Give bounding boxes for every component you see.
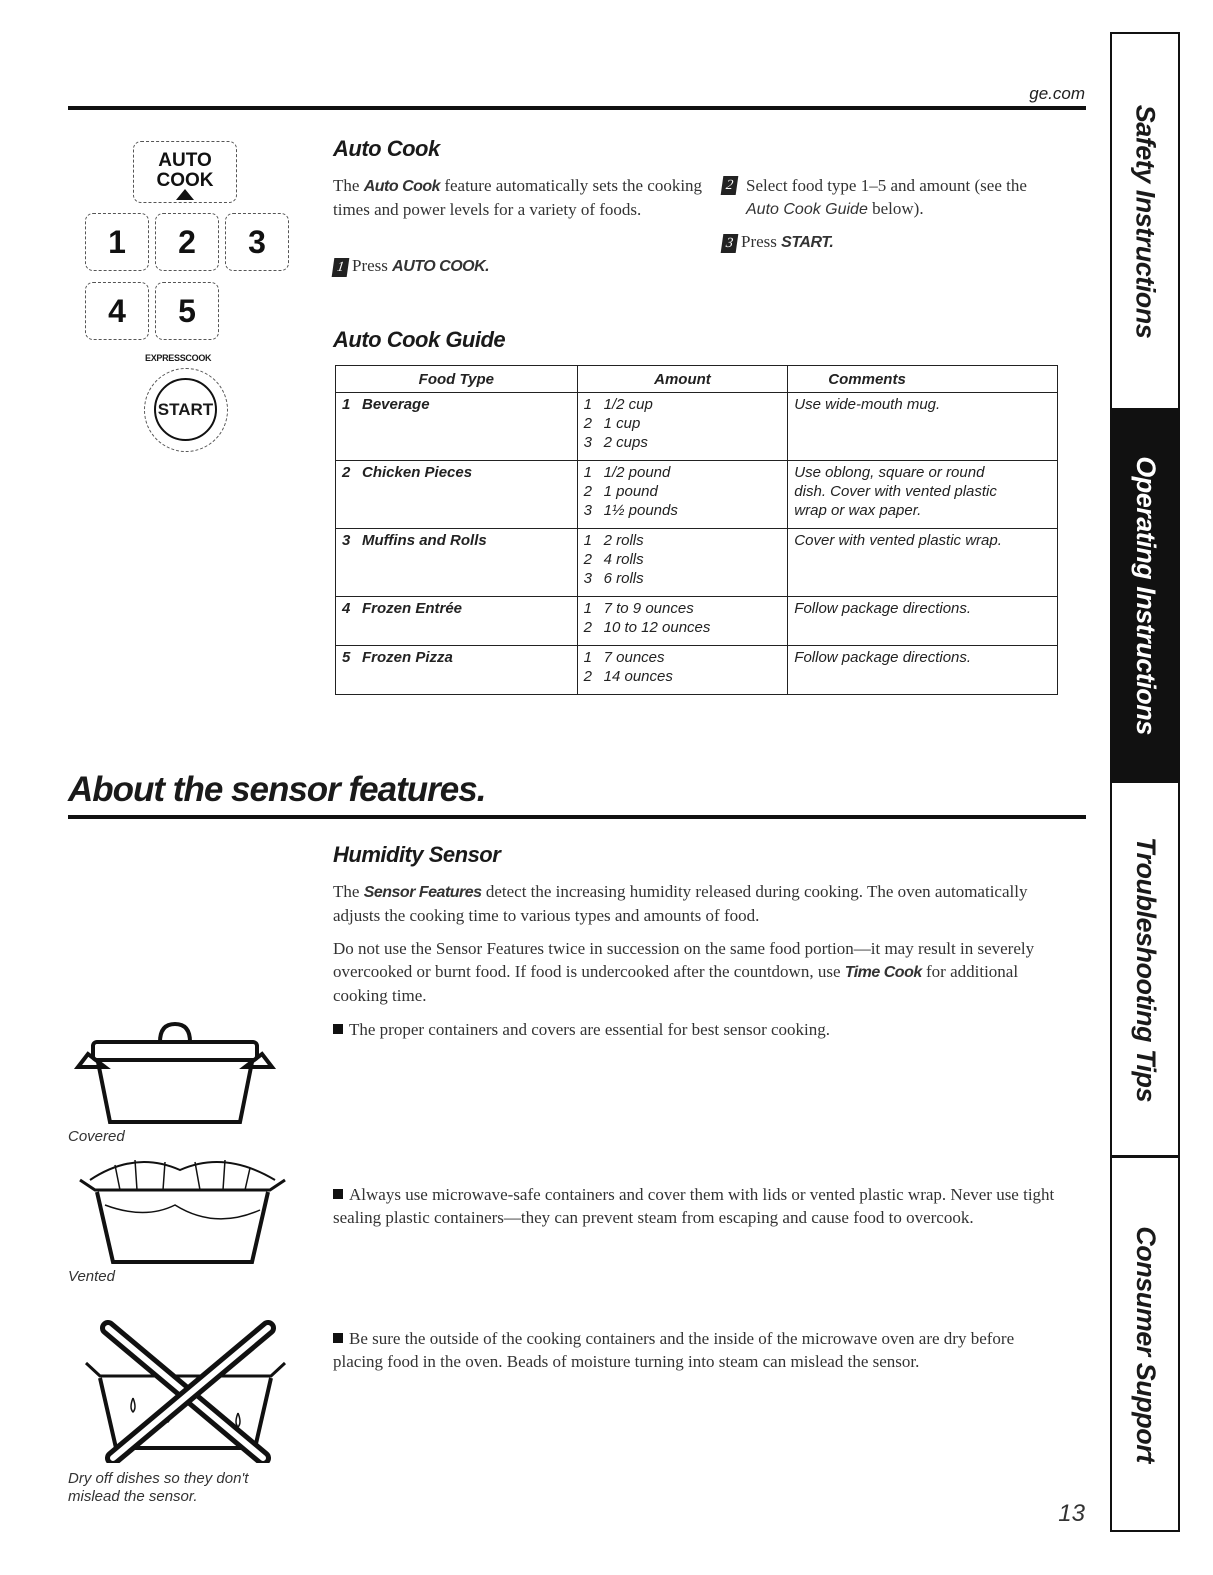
wet-dish-crossed-out-illustration xyxy=(78,1318,293,1463)
food-name: Chicken Pieces xyxy=(362,464,473,481)
amount-value: 1 cup xyxy=(603,415,641,432)
tab-consumer-support-label: Consumer Support xyxy=(1130,1225,1161,1463)
comments-cell xyxy=(788,461,1058,529)
comments-cell xyxy=(788,646,1058,695)
amount-option xyxy=(584,667,782,686)
amount-option xyxy=(584,531,782,550)
key-1: 1 xyxy=(85,213,149,271)
amount-option xyxy=(584,482,782,501)
comment-line: Follow package directions. xyxy=(794,649,972,666)
amount-value: 7 ounces xyxy=(603,649,665,666)
amount-cell xyxy=(577,529,788,597)
amount-value: 1/2 pound xyxy=(603,464,671,481)
vented-dish-illustration xyxy=(75,1150,290,1265)
amount-value: 1½ pounds xyxy=(603,502,678,519)
food-name: Beverage xyxy=(362,396,430,413)
bullet-icon xyxy=(333,1189,343,1199)
comment-line: wrap or wax paper. xyxy=(794,502,922,519)
table-row xyxy=(336,393,1058,461)
amount-option xyxy=(584,618,782,637)
amount-cell xyxy=(577,393,788,461)
tab-consumer-support[interactable] xyxy=(1110,1158,1180,1532)
amount-value: 1/2 cup xyxy=(603,396,653,413)
amount-number: 3 xyxy=(583,570,592,587)
food-type-cell xyxy=(336,597,578,646)
amount-number: 2 xyxy=(583,483,592,500)
auto-cook-key-line1: AUTO xyxy=(158,150,212,171)
amount-cell xyxy=(577,461,788,529)
amount-value: 6 rolls xyxy=(603,570,644,587)
comment-line: Use oblong, square or round xyxy=(794,464,985,481)
food-number: 3 xyxy=(342,532,351,549)
key-3: 3 xyxy=(225,213,289,271)
tab-operating-instructions-label: Operating Instructions xyxy=(1130,456,1161,735)
amount-option xyxy=(584,414,782,433)
site-url[interactable]: ge.com xyxy=(1029,84,1085,103)
auto-cook-title: Auto Cook xyxy=(333,136,440,161)
caption-covered: Covered xyxy=(68,1128,125,1145)
step-1: 1 Press AUTO COOK. xyxy=(333,254,693,278)
tab-safety-instructions-label: Safety Instructions xyxy=(1130,104,1161,338)
header-amount: Amount xyxy=(577,366,788,393)
food-number: 5 xyxy=(342,649,351,666)
amount-value: 14 ounces xyxy=(603,668,673,685)
step-3-badge: 3 xyxy=(721,234,739,253)
amount-option xyxy=(584,463,782,482)
comment-line: Use wide-mouth mug. xyxy=(794,396,941,413)
food-number: 4 xyxy=(342,600,351,617)
start-key-label: START xyxy=(157,399,214,419)
step-1-badge: 1 xyxy=(332,258,350,277)
table-row xyxy=(336,597,1058,646)
amount-number: 1 xyxy=(583,649,592,666)
comments-cell xyxy=(788,529,1058,597)
food-name: Frozen Pizza xyxy=(362,649,453,666)
bullet-icon xyxy=(333,1333,343,1343)
amount-number: 3 xyxy=(583,434,592,451)
header-food-type: Food Type xyxy=(336,366,578,393)
sensor-paragraph-2: Do not use the Sensor Features twice in succession on the same food portion—it may result in severely overcooked or burnt food. If food is undercooked after the countdown, use Time Cook for additional cooking time. xyxy=(333,939,1035,1005)
section-rule xyxy=(68,815,1086,819)
auto-cook-intro: The Auto Cook feature automatically sets the cooking times and power levels for a variety of foods. xyxy=(333,176,703,219)
food-number: 1 xyxy=(342,396,351,413)
auto-cook-key-line2: COOK xyxy=(156,170,214,191)
covered-dish-illustration xyxy=(60,1012,290,1127)
amount-option xyxy=(584,501,782,520)
amount-number: 2 xyxy=(583,415,592,432)
food-type-cell xyxy=(336,646,578,695)
comment-line: Follow package directions. xyxy=(794,600,972,617)
amount-value: 1 pound xyxy=(603,483,658,500)
food-type-cell xyxy=(336,461,578,529)
amount-value: 7 to 9 ounces xyxy=(603,600,694,617)
food-name: Muffins and Rolls xyxy=(362,532,487,549)
amount-number: 1 xyxy=(583,464,592,481)
auto-cook-guide-title: Auto Cook Guide xyxy=(333,327,506,352)
amount-option xyxy=(584,395,782,414)
bullet-icon xyxy=(333,1024,343,1034)
table-row xyxy=(336,646,1058,695)
sensor-bullet-1: The proper containers and covers are essential for best sensor cooking. xyxy=(333,1018,1063,1041)
amount-value: 10 to 12 ounces xyxy=(603,619,711,636)
comments-cell xyxy=(788,597,1058,646)
amount-option xyxy=(584,599,782,618)
comment-line: dish. Cover with vented plastic xyxy=(794,483,997,500)
key-2: 2 xyxy=(155,213,219,271)
step-2: 2 Select food type 1–5 and amount (see the Auto Cook Guide below). xyxy=(722,174,1052,221)
amount-option xyxy=(584,433,782,452)
food-type-cell xyxy=(336,529,578,597)
sensor-bullet-3: Be sure the outside of the cooking containers and the inside of the microwave oven are dry before placing food in the oven. Beads of moisture turning into steam can mislead the sensor. xyxy=(333,1329,1015,1371)
page-number: 13 xyxy=(1058,1500,1085,1527)
tab-troubleshooting-tips-label: Troubleshooting Tips xyxy=(1130,836,1161,1102)
caption-dry-dishes: Dry off dishes so they don't mislead the sensor. xyxy=(68,1470,249,1505)
triangle-icon xyxy=(176,189,194,200)
food-number: 2 xyxy=(342,464,351,481)
amount-option xyxy=(584,550,782,569)
tab-operating-instructions[interactable] xyxy=(1110,408,1180,783)
step-3: 3 Press START. xyxy=(722,230,1052,254)
key-4: 4 xyxy=(85,282,149,340)
amount-number: 2 xyxy=(583,551,592,568)
auto-cook-intro-bold: Auto Cook xyxy=(363,178,441,195)
sensor-paragraph-1: The Sensor Features detect the increasing humidity released during cooking. The oven automatically adjusts the cooking time to various types and amounts of food. xyxy=(333,882,1028,925)
table-row xyxy=(336,529,1058,597)
step-2-badge: 2 xyxy=(721,176,739,195)
auto-cook-key xyxy=(133,141,237,203)
amount-number: 1 xyxy=(583,532,592,549)
comments-cell xyxy=(788,393,1058,461)
amount-value: 2 cups xyxy=(603,434,648,451)
express-cook-label: EXPRESSCOOK xyxy=(145,353,212,363)
table-row xyxy=(336,461,1058,529)
tab-safety-instructions[interactable] xyxy=(1110,34,1180,408)
amount-value: 4 rolls xyxy=(603,551,644,568)
table-header-row xyxy=(336,366,1058,393)
comment-line: Cover with vented plastic wrap. xyxy=(794,532,1002,549)
header-comments: Comments xyxy=(788,366,1058,393)
sensor-bullet-2: Always use microwave-safe containers and cover them with lids or vented plastic wrap. Never use tight sealing plastic containers—they can prevent steam from escaping and cause food to overcook. xyxy=(333,1185,1055,1227)
amount-value: 2 rolls xyxy=(603,532,644,549)
amount-cell xyxy=(577,597,788,646)
food-type-cell xyxy=(336,393,578,461)
key-5: 5 xyxy=(155,282,219,340)
amount-number: 3 xyxy=(583,502,592,519)
amount-cell xyxy=(577,646,788,695)
auto-cook-guide-table xyxy=(335,365,1058,695)
humidity-sensor-title: Humidity Sensor xyxy=(333,842,501,867)
amount-number: 2 xyxy=(583,619,592,636)
amount-option xyxy=(584,648,782,667)
section-title: About the sensor features. xyxy=(68,770,486,809)
tab-troubleshooting-tips[interactable] xyxy=(1110,783,1180,1158)
caption-vented: Vented xyxy=(68,1268,115,1285)
amount-number: 1 xyxy=(583,600,592,617)
header-rule xyxy=(68,106,1086,110)
amount-number: 1 xyxy=(583,396,592,413)
amount-number: 2 xyxy=(583,668,592,685)
food-name: Frozen Entrée xyxy=(362,600,463,617)
amount-option xyxy=(584,569,782,588)
start-key xyxy=(144,368,228,452)
